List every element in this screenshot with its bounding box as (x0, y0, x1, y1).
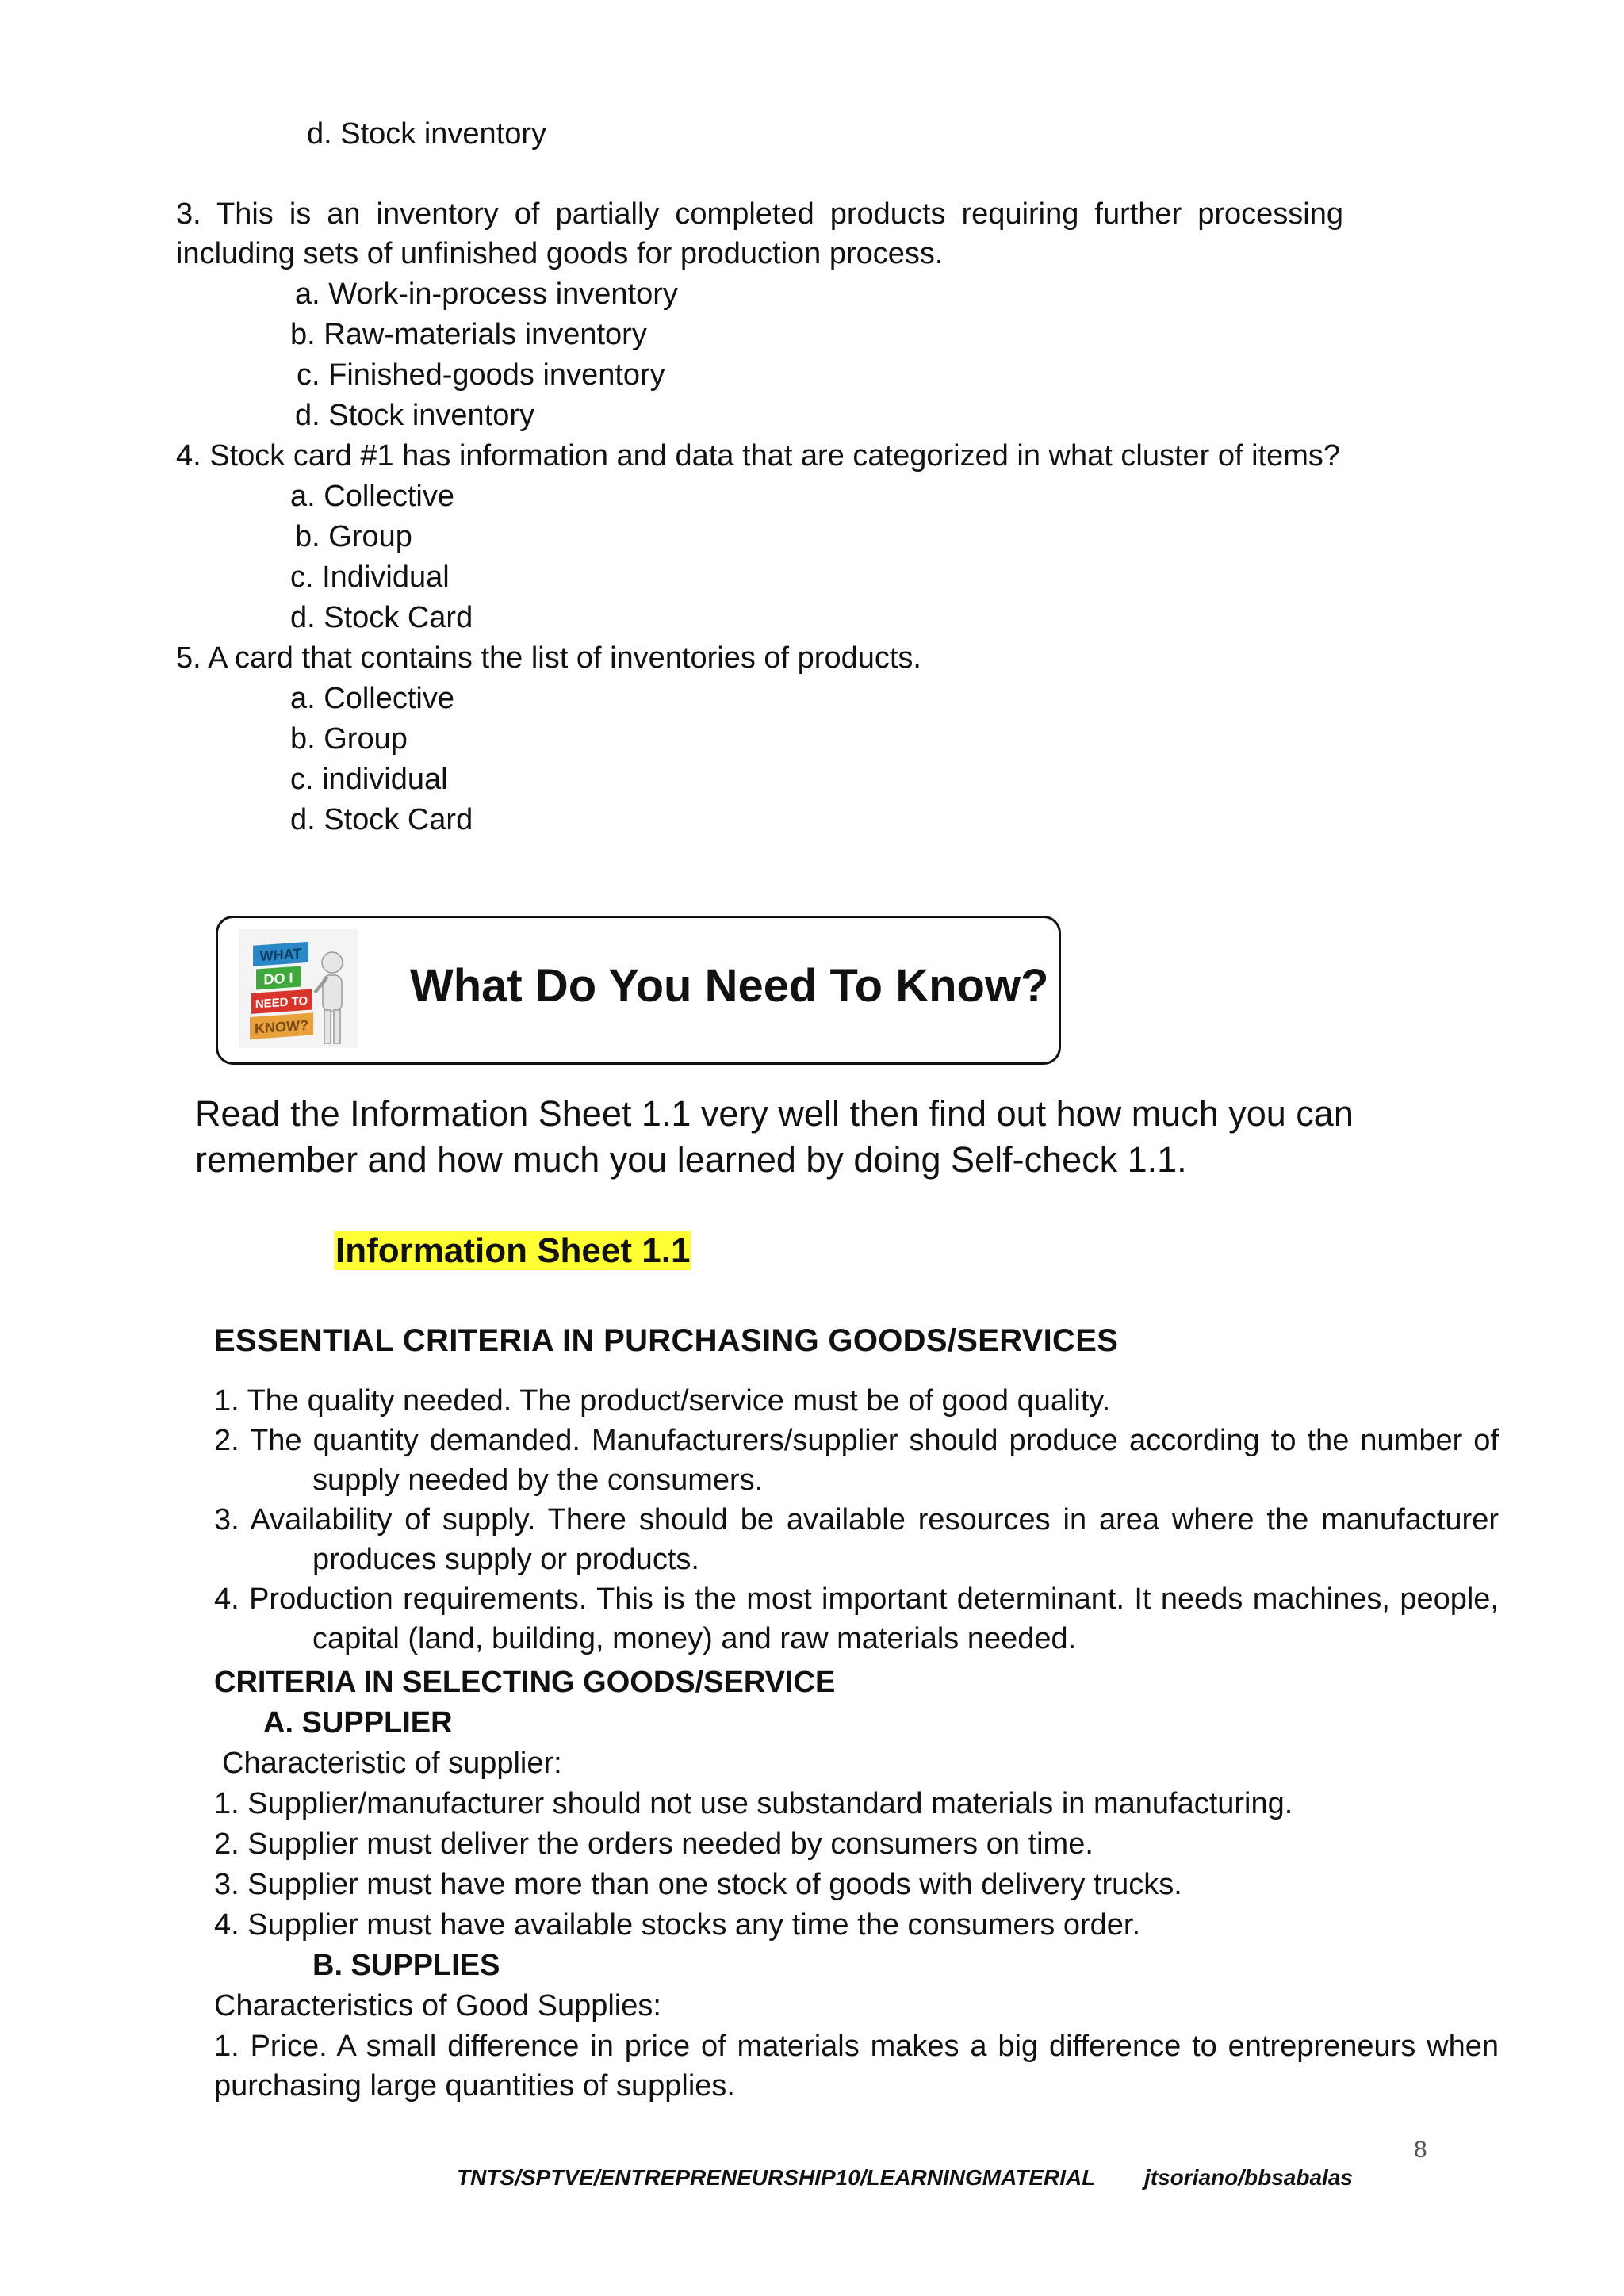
q4-option-d: d. Stock Card (290, 601, 473, 634)
supplies-item-1-text: 1. Price. A small difference in price of materials makes a big difference to entrepreneurs when purchasing large quantities of supplies. (214, 2030, 1499, 2103)
q5-option-a: a. Collective (290, 682, 454, 715)
intro-line-1: Read the Information Sheet 1.1 very well then find out how much you can (195, 1093, 1354, 1134)
q5-option-b: b. Group (290, 722, 408, 756)
banner-title: What Do You Need To Know? (410, 960, 1049, 1012)
what-do-i-need-to-know-icon (239, 929, 358, 1048)
supplier-heading: A. SUPPLIER (263, 1706, 453, 1739)
supplies-heading: B. SUPPLIES (312, 1949, 500, 1982)
essential-criteria-heading: ESSENTIAL CRITERIA IN PURCHASING GOODS/SERVICES (214, 1323, 1119, 1358)
what-do-you-need-to-know-banner (216, 916, 1061, 1065)
essential-item-1: 1. The quality needed. The product/service must be of good quality. (214, 1384, 1111, 1418)
criteria-selecting-heading: CRITERIA IN SELECTING GOODS/SERVICE (214, 1666, 836, 1699)
information-sheet-highlight: Information Sheet 1.1 (335, 1231, 691, 1270)
intro-line-2: remember and how much you learned by doing Self-check 1.1. (195, 1139, 1187, 1180)
supplies-item-1 (214, 2026, 1499, 2106)
supplier-item-1: 1. Supplier/manufacturer should not use substandard materials in manufacturing. (214, 1787, 1293, 1820)
page-number: 8 (1414, 2137, 1427, 2163)
essential-item-2: 2. The quantity demanded. Manufacturers/supplier should produce according to the number of supply needed by the consumers. (214, 1424, 1499, 1497)
information-sheet-label (334, 1229, 691, 1273)
essential-item-4: 4. Production requirements. This is the most important determinant. It needs machines, people, capital (land, building, money) and raw materials needed. (214, 1582, 1499, 1655)
q3-stem (176, 194, 1343, 274)
icon-word-what: WHAT (259, 945, 302, 965)
icon-word-know: KNOW? (255, 1016, 308, 1037)
q2-option-d: d. Stock inventory (307, 117, 547, 151)
icon-word-need-to: NEED TO (255, 993, 308, 1012)
q3-option-a: a. Work-in-process inventory (295, 277, 678, 311)
q3-option-b: b. Raw-materials inventory (290, 318, 647, 351)
essential-item-3: 3. Availability of supply. There should be available resources in area where the manufacturer produces supply or products. (214, 1503, 1499, 1576)
q5-option-d: d. Stock Card (290, 803, 473, 836)
supplier-item-3: 3. Supplier must have more than one stock of goods with delivery trucks. (214, 1868, 1182, 1901)
q3-stem-line2: including sets of unfinished goods for production process. (176, 237, 944, 270)
q5-option-c: c. individual (290, 763, 448, 796)
q4-stem: 4. Stock card #1 has information and data that are categorized in what cluster of items? (176, 439, 1341, 473)
footer-course-code: TNTS/SPTVE/ENTREPRENEURSHIP10/LEARNINGMATERIAL (457, 2165, 1096, 2190)
icon-word-do-i: DO I (263, 970, 293, 988)
q3-option-d: d. Stock inventory (295, 399, 535, 432)
q5-stem: 5. A card that contains the list of inventories of products. (176, 641, 921, 675)
q4-option-a: a. Collective (290, 480, 454, 513)
footer-authors: jtsoriano/bbsabalas (1144, 2165, 1353, 2190)
q3-option-c: c. Finished-goods inventory (297, 358, 665, 392)
supplies-intro: Characteristics of Good Supplies: (214, 1989, 661, 2022)
essential-criteria-list (214, 1381, 1499, 1659)
supplier-intro: Characteristic of supplier: (222, 1747, 562, 1780)
supplier-item-4: 4. Supplier must have available stocks any time the consumers order. (214, 1908, 1141, 1942)
q3-stem-line1: 3. This is an inventory of partially completed products requiring further processing (176, 197, 1343, 231)
q4-option-c: c. Individual (290, 561, 450, 594)
q4-option-b: b. Group (295, 520, 412, 553)
supplier-item-2: 2. Supplier must deliver the orders needed by consumers on time. (214, 1827, 1094, 1861)
